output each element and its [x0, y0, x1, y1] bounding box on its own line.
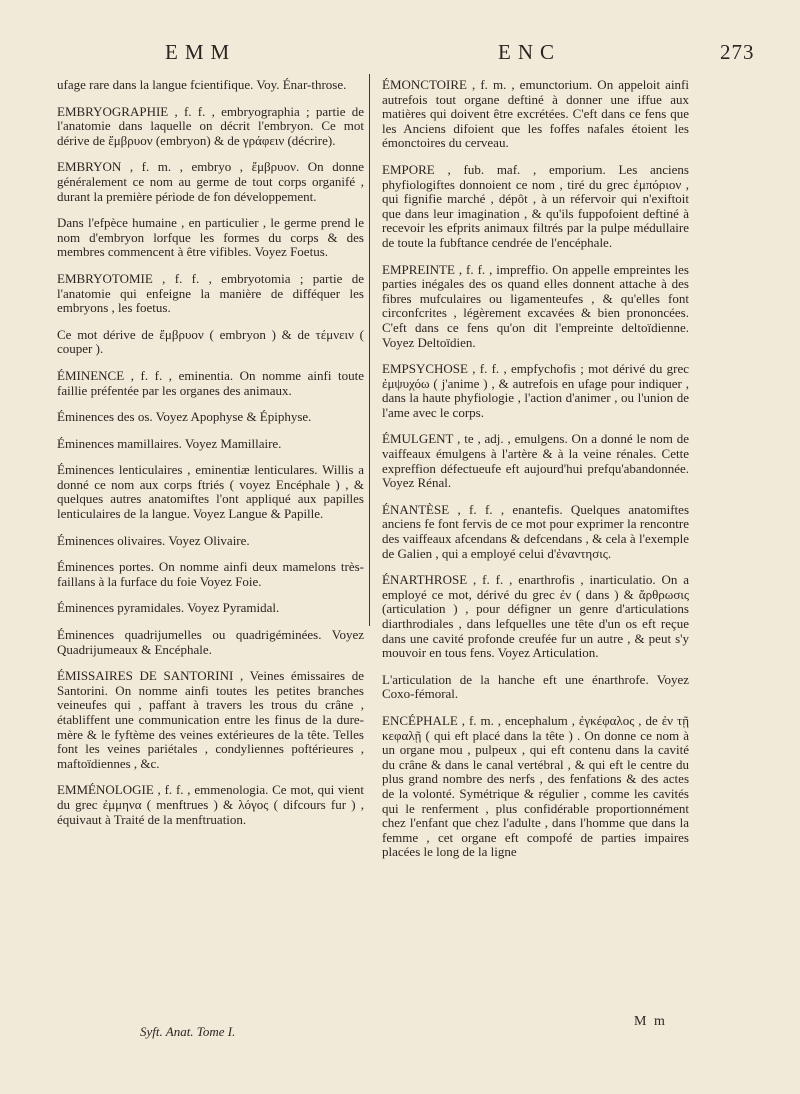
- entry: ÉNANTÈSE , f. f. , enantefis. Quelques anatomiftes anciens fe font fervis de ce mot pour exprimer la rencontre des vaiffeaux afcendans & defcendans , & cela à l'exemple de Galien , qui a employé celui d'ἐναντησις.: [382, 501, 689, 561]
- catchword: M m: [634, 1014, 667, 1029]
- page-number: 273: [720, 40, 755, 64]
- entry: ÉNARTHROSE , f. f. , enarthrofis , inarticulatio. On a employé ce mot, dérivé du grec ἐν ( dans ) & ἄρθρωσις (articulation ) , pour défigner un genre d'articulations diarthrodiales , dans lefquelles une tête d'un os eft reçue dans une cavité profonde creufée fur un autre , & peut s'y mouvoir en tous fens. Voyez Articulation.: [382, 572, 689, 661]
- entry: ÉMISSAIRES DE SANTORINI , Veines émissaires de Santorini. On nomme ainfi toutes les petites branches veineufes qui , paffant à travers les trous du crâne , établiffent une communication entre les finus de la dure-mère & le fyftème des veines extérieures de la tête. Telles font les veines pariétales , condyliennes poftérieures , maftoïdiennes , &c.: [57, 668, 364, 771]
- entry: EMMÉNOLOGIE , f. f. , emmenologia. Ce mot, qui vient du grec ἐμμηνα ( menftrues ) & λόγος ( difcours fur ) , équivaut à Traité de la menftruation.: [57, 782, 364, 827]
- entry: Éminences mamillaires. Voyez Mamillaire.: [57, 435, 282, 451]
- entry: Éminences portes. On nomme ainfi deux mamelons très-faillans à la furface du foie Voyez Foie.: [57, 559, 364, 589]
- entry: EMBRYOTOMIE , f. f. , embryotomia ; partie de l'anatomie qui enfeigne la manière de difféquer les embryons , les foetus.: [57, 270, 364, 316]
- entry: Éminences olivaires. Voyez Olivaire.: [57, 532, 250, 548]
- running-head-left: EMM: [165, 40, 237, 64]
- running-head-center: ENC: [498, 40, 561, 64]
- signature-mark: Syft. Anat. Tome I.: [140, 1024, 236, 1039]
- entry: EMPSYCHOSE , f. f. , empfychofis ; mot dérivé du grec ἐμψυχόω ( j'anime ) , & autrefois en ufage pour indiquer , dans la haute phyfiologie , l'action d'animer , ou l'union de l'ame avec le corps.: [382, 361, 689, 420]
- entry: Dans l'efpèce humaine , en particulier , le germe prend le nom d'embryon lorfque les formes du corps & des membres commencent à être vifibles. Voyez Foetus.: [57, 215, 364, 260]
- left-column: [57, 78, 364, 839]
- entry: ENCÉPHALE , f. m. , encephalum , ἐγκέφαλος , de ἐν τῇ κεφαλῇ ( qui eft placé dans la tête ) . On donne ce nom à un organe mou , pulpeux , qui eft contenu dans la cavité du crâne & dans le canal vertébral , & qui eft le centre du plus grand nombre des nerfs , des fenfations & des actes de la volonté. Symétrique & régulier , comme les cavités qui le renferment , plus confidérable proportionnément chez l'enfant que chez l'adulte , dans l'homme que dans la femme , cet organe eft compofé de parties impaires placées le long de la ligne: [382, 712, 689, 860]
- right-column: [382, 78, 689, 872]
- entry: ufage rare dans la langue fcientifique. Voy. Énar-throse.: [57, 77, 347, 92]
- column-divider: [369, 74, 370, 626]
- entry: Éminences lenticulaires , eminentiæ lenticulares. Willis a donné ce nom aux corps ftriés ( voyez Encéphale ) , & quelques autres anatomiftes l'ont appliqué aux papilles lenticulaires de la langue. Voyez Langue & Papille.: [57, 462, 364, 522]
- entry: Éminences des os. Voyez Apophyse & Épiphyse.: [57, 409, 312, 425]
- entry: ÉMONCTOIRE , f. m. , emunctorium. On appeloit ainfi autrefois tout organe deftiné à donner une iffue aux matières qui doivent être excrétées. C'eft dans ce fens que les Anciens difoient que les foffes nafales étoient les émonctoires du cerveau.: [382, 77, 689, 151]
- entry: EMBRYOGRAPHIE , f. f. , embryographia ; partie de l'anatomie dans laquelle on décrit l'embryon. Ce mot dérive de ἔμβρυον (embryon) & de γράφειν (décrire).: [57, 103, 364, 148]
- entry: Éminences quadrijumelles ou quadrigéminées. Voyez Quadrijumeaux & Encéphale.: [57, 627, 364, 657]
- entry: EMBRYON , f. m. , embryo , ἔμβρυον. On donne généralement ce nom au germe de tout corps organifé , durant la première période de fon développement.: [57, 159, 364, 204]
- entry: Ce mot dérive de ἔμβρυον ( embryon ) & de τέμνειν ( couper ).: [57, 326, 364, 357]
- entry: Éminences pyramidales. Voyez Pyramidal.: [57, 600, 280, 616]
- entry: L'articulation de la hanche eft une énarthrofe. Voyez Coxo-fémoral.: [382, 671, 689, 702]
- entry: ÉMINENCE , f. f. , eminentia. On nomme ainfi toute faillie préfentée par les organes des animaux.: [57, 367, 364, 398]
- entry: ÉMULGENT , te , adj. , emulgens. On a donné le nom de vaiffeaux émulgens à l'artère & à la veine rénales. Cette expreffion défectueufe eft aujourd'hui prefqu'abandonnée. Voyez Rénal.: [382, 431, 689, 491]
- entry: EMPORE , fub. maf. , emporium. Les anciens phyfiologiftes donnoient ce nom , tiré du grec ἐμπόριον , qui fignifie marché , dépôt , à un réfervoir qui n'exiftoit que dans leur imagination , & qu'ils fuppofoient deftiné à recevoir les efprits animaux filtrés par la pulpe médullaire de toute la fubftance cendrée de l'encéphale.: [382, 161, 689, 250]
- entry: EMPREINTE , f. f. , impreffio. On appelle empreintes les parties inégales des os quand elles donnent attache à des fibres mufculaires ou ligamenteufes , & qu'elles font circonfcrites , légèrement excavées & bien prononcées. C'eft dans ce fens qu'on dit l'empreinte deltoïdienne. Voyez Deltoïdien.: [382, 261, 689, 350]
